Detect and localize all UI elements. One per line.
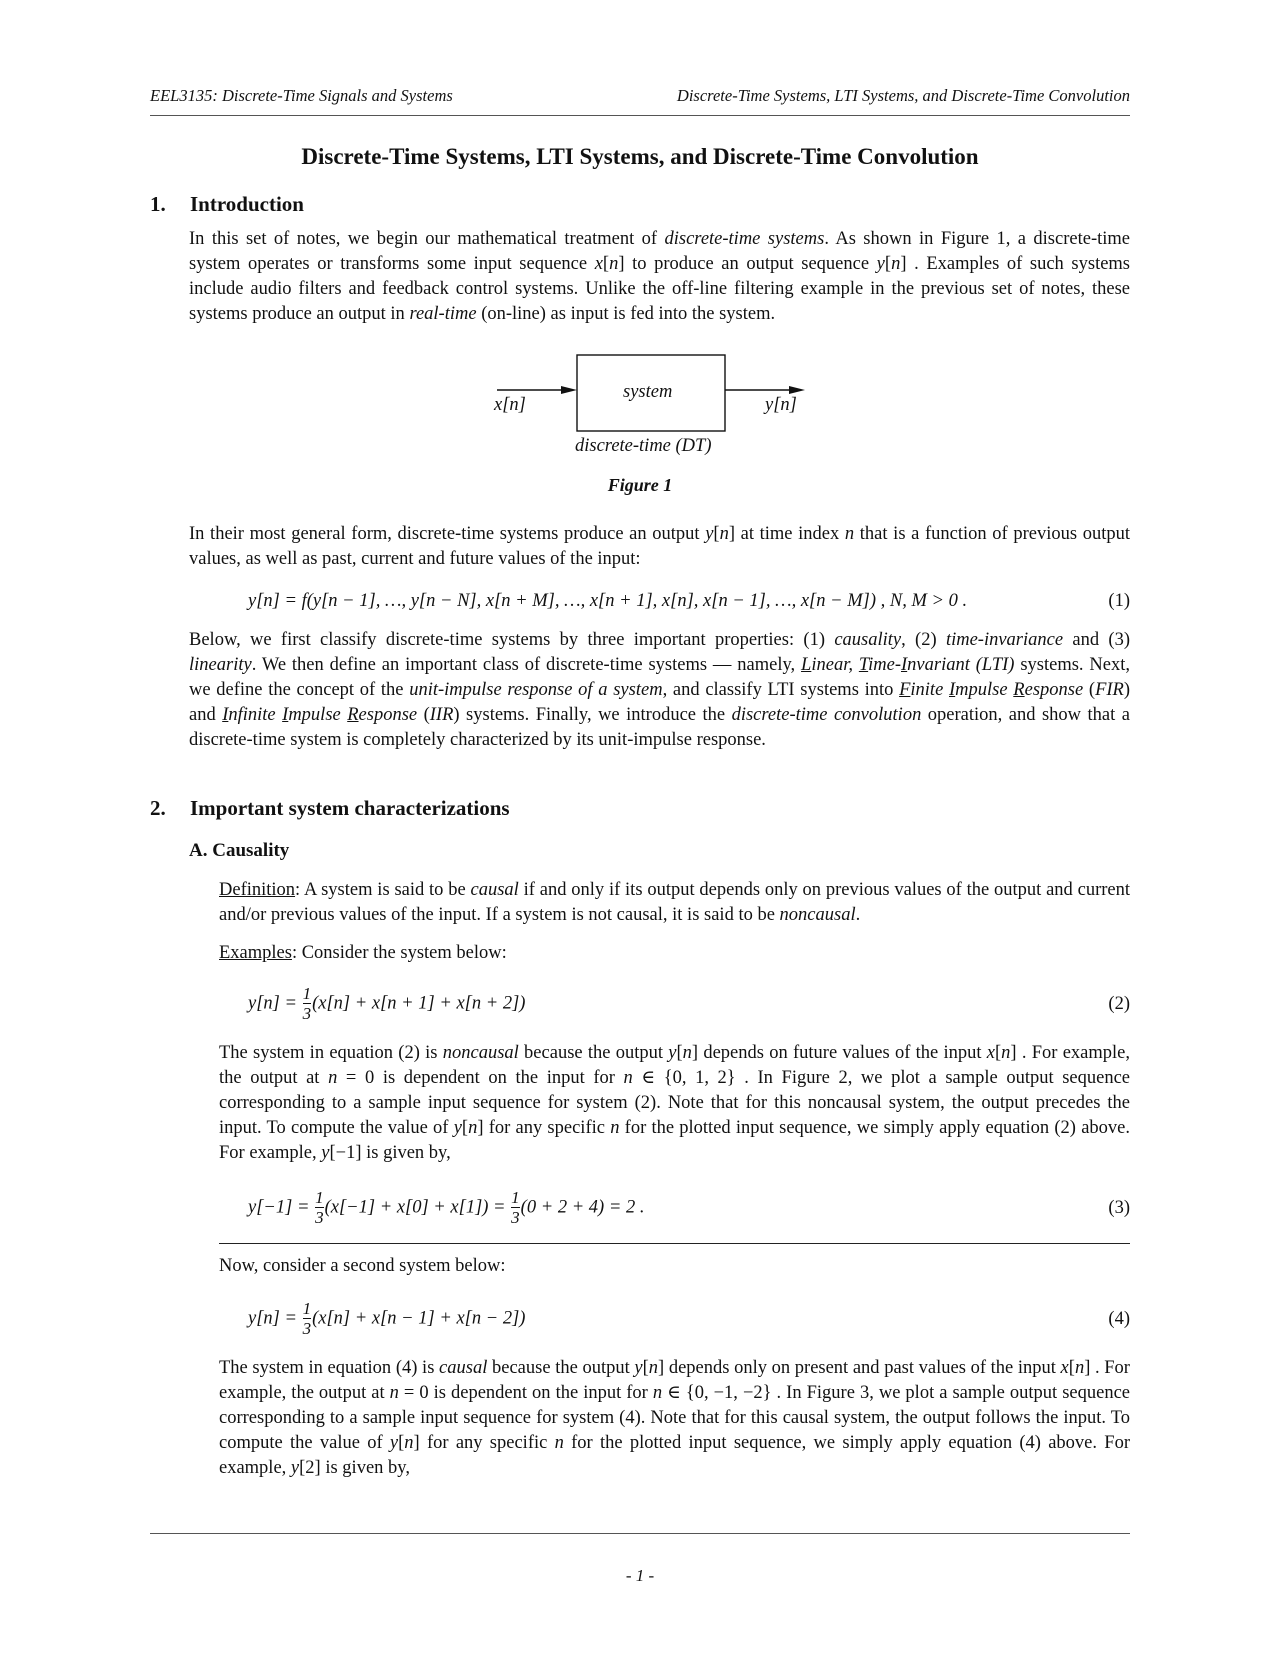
document-title: Discrete-Time Systems, LTI Systems, and Discrete-Time Convolution — [301, 144, 979, 169]
fraction-denominator: 3 — [315, 1208, 324, 1227]
equation-2-number: (2) — [1108, 994, 1130, 1014]
example-separator-rule — [219, 1243, 1130, 1244]
subsection-label: A. — [189, 840, 208, 861]
fraction-numerator: 1 — [315, 1188, 324, 1207]
examples-text: : Consider the system below: — [291, 943, 507, 963]
figure-output-label: y[n] — [765, 395, 797, 415]
page-number: - 1 - — [625, 1566, 655, 1585]
examples-label: Examples — [219, 943, 292, 963]
figure-1-caption: Figure 1 — [607, 475, 673, 495]
equation-3-fraction-2 — [511, 1189, 520, 1227]
equation-3-lhs: y[−1] = — [248, 1197, 310, 1218]
output-arrowhead — [789, 386, 805, 394]
subsection-title: Causality — [212, 840, 290, 861]
causal-paragraph: The system in equation (4) is causal because the output y[n] depends only on present and past values of the input x[n] . For example, the output at n = 0 is dependent on the input for n ∈ {0, −1, −2} . In Figure 3, we plot a sample output sequence corresponding to a sample input sequence for system (4). Note that for this causal system, the output follows the input. To compute the value of y[n] for any specific n for the plotted input sequence, we simply apply equation (4) above. For example, y[2] is given by, — [219, 1358, 1130, 1478]
causality-definition: Definition: A system is said to be causal if and only if its output depends only on previous values of the output and current and/or previous values of the input. If a system is not causal, it is said to be noncausal. — [219, 880, 1130, 925]
equation-2-rhs: (x[n] + x[n + 1] + x[n + 2]) — [312, 993, 526, 1014]
equation-4-fraction — [303, 1300, 312, 1338]
section-title: Important system characterizations — [190, 796, 510, 820]
overview-paragraph: Below, we first classify discrete-time systems by three important properties: (1) causality, (2) time-invariance and (3) linearity. We then define an important class of discrete-time systems — namely, Linear, Time-Invariant (LTI) systems. Next, we define the concept of the unit-impulse response of a system, and classify LTI systems into Finite Impulse Response (FIR) and Infinite Impulse Response (IIR) systems. Finally, we introduce the discrete-time convolution operation, and show that a discrete-time system is completely characterized by its unit-impulse response. — [189, 630, 1130, 750]
equation-3-number: (3) — [1108, 1198, 1130, 1218]
running-header-right: Discrete-Time Systems, LTI Systems, and Discrete-Time Convolution — [676, 86, 1130, 105]
fraction-denominator: 3 — [511, 1208, 520, 1227]
fraction-denominator: 3 — [302, 1319, 312, 1338]
section-number: 1. — [150, 192, 166, 216]
equation-4 — [248, 1300, 525, 1338]
figure-system-label: system — [623, 382, 673, 402]
equation-1-number: (1) — [1108, 591, 1130, 611]
fraction-numerator: 1 — [511, 1188, 520, 1207]
fraction-numerator: 1 — [302, 1299, 312, 1318]
general-form-paragraph: In their most general form, discrete-time systems produce an output y[n] at time index n that is a function of previous output values, as well as past, current and future values of the input: — [189, 524, 1130, 569]
equation-3-middle: (x[−1] + x[0] + x[1]) = — [324, 1197, 506, 1218]
second-system-intro: Now, consider a second system below: — [219, 1256, 506, 1276]
section-title: Introduction — [190, 192, 304, 216]
fraction-denominator: 3 — [302, 1004, 312, 1023]
equation-4-rhs: (x[n] + x[n − 1] + x[n − 2]) — [312, 1308, 526, 1329]
footer-rule — [150, 1533, 1130, 1534]
equation-2-fraction — [303, 985, 312, 1023]
examples-intro — [219, 941, 1130, 966]
section-heading-characterizations — [150, 796, 510, 821]
equation-3-fraction-1 — [315, 1189, 324, 1227]
figure-dt-label: discrete-time (DT) — [575, 436, 712, 456]
subsection-heading-causality — [189, 840, 289, 862]
input-arrowhead — [561, 386, 577, 394]
fraction-numerator: 1 — [302, 984, 312, 1003]
intro-paragraph: In this set of notes, we begin our mathematical treatment of discrete-time systems. As shown in Figure 1, a discrete-time system operates or transforms some input sequence x[n] to produce an output sequence y[n] . Examples of such systems include audio filters and feedback control systems. Unlike the off-line filtering example in the previous set of notes, these systems produce an output in real-time (on-line) as input is fed into the system. — [189, 229, 1131, 324]
noncausal-paragraph: The system in equation (2) is noncausal because the output y[n] depends on future values of the input x[n] . For example, the output at n = 0 is dependent on the input for n ∈ {0, 1, 2} . In Figure 2, we plot a sample output sequence corresponding to a sample input sequence for system (2). Note that for this noncausal system, the output precedes the input. To compute the value of y[n] for any specific n for the plotted input sequence, we simply apply equation (2) above. For example, y[−1] is given by, — [219, 1043, 1131, 1163]
equation-2 — [248, 985, 525, 1023]
equation-2-lhs: y[n] = — [248, 993, 297, 1014]
section-number: 2. — [150, 796, 166, 820]
equation-1: y[n] = f(y[n − 1], …, y[n − N], x[n + M], …, x[n + 1], x[n], x[n − 1], …, x[n − M]) , N, M > 0 . — [248, 591, 968, 611]
equation-3-rhs: (0 + 2 + 4) = 2 . — [520, 1197, 645, 1218]
equation-4-lhs: y[n] = — [248, 1308, 297, 1329]
equation-3 — [248, 1189, 644, 1227]
equation-4-number: (4) — [1108, 1309, 1130, 1329]
definition-label: Definition — [219, 880, 296, 900]
running-header-left: EEL3135: Discrete-Time Signals and Systems — [150, 86, 453, 105]
figure-input-label: x[n] — [494, 395, 526, 415]
